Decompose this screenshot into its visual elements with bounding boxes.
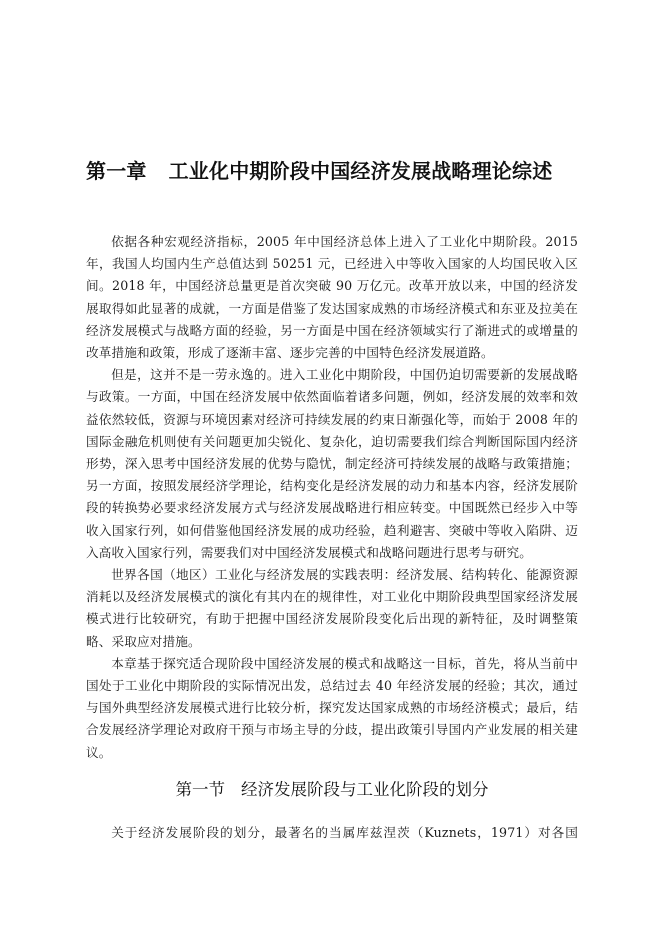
paragraph-4: 本章基于探究适合现阶段中国经济发展的模式和战略这一目标，首先，将从当前中国处于工业化中期阶段的实际情况出发，总结过去 40 年经济发展的经验；其次，通过与国外典型经济发展模式进行比较分析，探究发达国家成熟的市场经济模式；最后，结合发展经济学理论对政府干预与市场主导的分歧，提出政策引导国内产业发展的相关建议。 (86, 655, 578, 760)
paragraph-1: 依据各种宏观经济指标，2005 年中国经济总体上进入了工业化中期阶段。2015年，我国人均国内生产总值达到 50251 元，已经进入中等收入国家的人均国民收入区间。2018 年，中国经济总量更是首次突破 90 万亿元。改革开放以来，中国的经济发展取得如此显著的成就，一方面是借鉴了发达国家成熟的市场经济模式和东亚及拉美在经济发展模式与战略方面的经验，另一方面是中国在经济领域实行了渐进式的或增量的改革措施和政策，形成了逐渐丰富、逐步完善的中国特色经济发展道路。 (86, 234, 578, 361)
section-heading (86, 777, 578, 803)
paragraph-2: 但是，这并不是一劳永逸的。进入工业化中期阶段，中国仍迫切需要新的发展战略与政策。一方面，中国在经济发展中依然面临着诸多问题，例如，经济发展的效率和效益依然较低，资源与环境因素对经济可持续发展的约束日渐强化等，而始于 2008 年的国际金融危机则使有关问题更加尖锐化、复杂化，迫切需要我们综合判断国际国内经济形势，深入思考中国经济发展的优势与隐忧，制定经济可持续发展的战略与政策措施；另一方面，按照发展经济学理论，结构变化是经济发展的动力和基本内容，经济发展阶段的转换势必要求经济发展方式与经济发展战略进行相应转变。中国既然已经步入中等收入国家行列，如何借鉴他国经济发展的成功经验，趋利避害、突破中等收入陷阱、迈入高收入国家行列，需要我们对中国经济发展模式和战略问题进行思考与研究。 (86, 367, 578, 560)
section-body (86, 822, 578, 844)
chapter-title-text: 工业化中期阶段中国经济发展战略理论综述 (168, 159, 553, 183)
paragraph-3: 世界各国（地区）工业化与经济发展的实践表明：经济发展、结构转化、能源资源消耗以及经济发展模式的演化有其内在的规律性，对工业化中期阶段典型国家经济发展模式进行比较研究，有助于把握中国经济发展阶段变化后出现的新特征，及时调整策略、采取应对措施。 (86, 567, 578, 649)
chapter-heading (86, 157, 586, 185)
section-number: 第一节 (175, 780, 225, 799)
chapter-body (86, 231, 578, 764)
section-title-text: 经济发展阶段与工业化阶段的划分 (241, 780, 489, 799)
chapter-number: 第一章 (86, 159, 147, 183)
section-paragraph-1: 关于经济发展阶段的划分，最著名的当属库兹涅茨（Kuznets，1971）对各国 (111, 825, 578, 840)
